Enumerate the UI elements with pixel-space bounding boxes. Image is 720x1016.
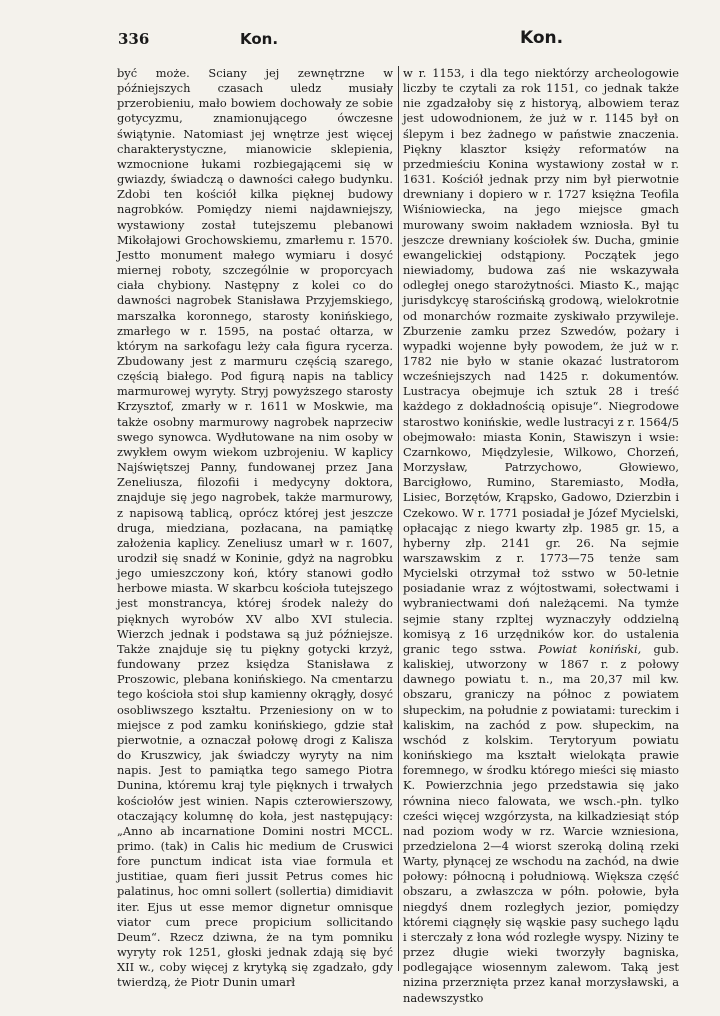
right-column-paragraph [403,66,679,1006]
running-headword-right: Kon. [520,28,564,48]
left-column-text: być może. Sciany jej zewnętrzne w późniejszych czasach uledz musiały przerobieniu, mało bowiem dochowały ze sobie gotycyzmu, znamionującego ówczesne świątynie. Natomiast jej wnętrze jest więcej charakterystyczne, mianowicie sklepienia, wzmocnione łukami rozbiegającemi się w gwiazdy, świadczą o dawności całego budynku. Zdobi ten kościół kilka pięknej budowy nagrobków. Pomiędzy niemi najdawniejszy, wystawiony został tutejszemu plebanowi Mikołajowi Grochowskiemu, zmarłemu r. 1570. Jestto monument małego wymiaru i dosyć miernej roboty, szczególnie w proporcyach ciała chybiony. Następny z kolei co do dawności nagrobek Stanisława Przyjemskiego, marszałka koronnego, starosty konińskiego, zmarłego w r. 1595, na postać ołtarza, w którym na sarkofagu leży cała figura rycerza. Zbudowany jest z marmuru częścią szarego, częścią białego. Pod figurą napis na tablicy marmurowej wyryty. Stryj powyższego starosty Krzysztof, zmarły w r. 1611 w Moskwie, ma także osobny marmurowy nagrobek naprzeciw swego synowca. Wydłutowane na nim osoby w zwykłem owym wiekom uzbrojeniu. W kaplicy Najświętszej Panny, fundowanej przez Jana Zeneliusza, filozofii i medycyny doktora, znajduje się jego nagrobek, także marmurowy, z napisową tablicą, oprócz której jest jeszcze druga, miedziana, pozłacana, na pamiątkę założenia kaplicy. Zeneliusz umarł w r. 1607, urodził się snadź w Koninie, gdyż na nagrobku jego umieszczony koń, który stanowi godło herbowe miasta. W skarbcu kościoła tutejszego jest monstrancya, której środek należy do pięknych wyrobów XV albo XVI stulecia. Wierzch jednak i podstawa są już późniejsze. Także znajduje się tu piękny gotycki krzyż, fundowany przez księdza Stanisława z Proszowic, plebana konińskiego. Na cmentarzu tego kościoła stoi słup kamienny okrągły, dosyć osobliwszego kształtu. Przeniesiony on w to miejsce z pod zamku konińskiego, gdzie stał pierwotnie, a oznaczał połowę drogi z Kalisza do Kruszwicy, jak świadczy wyryty na nim napis. Jest to pamiątka tego samego Piotra Dunina, któremu kraj tyle pięknych i trwałych kościołów jest winien. Napis czterowierszowy, otaczający kolumnę do koła, jest następujący: „Anno ab incarnatione Domini nostri MCCL. primo. (tak) in Calis hic medium de Cruswici fore punctum indicat ista viae formula et justitiae, quam fieri jussit Petrus comes hic palatinus, hoc omni sollert (sollertia) dimidiavit iter. Ejus ut esse memor dignetur omnisque viator cum prece propicium sollicitando Deum“. Rzecz dziwna, że na tym pomniku wyryty rok 1251, głoski jednak zdają się być XII w., coby więcej z krytyką się zgadzało, gdy twierdzą, że Piotr Dunin umarł [117,66,393,990]
running-headword-left: Kon. [240,30,279,48]
column-divider [398,66,399,971]
entry-term-powiat: Powiat koniński, [538,641,642,656]
text-column-left [117,66,393,990]
text-column-right [403,66,679,1005]
right-column-text-start: w r. 1153, i dla tego niektórzy archeologowie liczby te czytali za rok 1151, co jednak także nie zgadzałoby się z historyą, albowiem teraz jest udowodnionem, że już w r. 1145 był on ślepym i bez żadnego w państwie znaczenia. Piękny klasztor księży reformatów na przedmieściu Konina wystawiony został w r. 1631. Kościół jednak przy nim był pierwotnie drewniany i dopiero w r. 1727 księżna Teofila Wiśniowiecka, na jego miejsce gmach murowany swoim nakładem wzniosła. Był tu jeszcze drewniany kościołek św. Ducha, gminie ewangelickiej odstąpiony. Początek jego niewiadomy, budowa zaś nie wskazywała odległej onego starożytności. Miasto K., mając jurisdykcyę starościńską grodową, wielokrotnie od monarchów rozmaite zyskiwało przywileje. Zburzenie zamku przez Szwedów, pożary i wypadki wojenne były powodem, że już w r. 1782 nie było w stanie okazać lustratorom wcześniejszych nad 1425 r. dokumentów. Lustracya obejmuje ich sztuk 28 i treść każdego z dokładnością opisuje“. Niegrodowe starostwo konińskie, wedle lustracyi z r. 1564/5 obejmowało: miasta Konin, Stawiszyn i wsie: Czarnkowo, Międzylesie, Wilkowo, Chorzeń, Morzysław, Patrzychowo, Głowiewo, Barcigłowo, Rumino, Staremiasto, Modła, Lisiec, Borzętów, Krąpsko, Gadowo, Dzierzbin i Czekowo. W r. 1771 posiadał je Józef Mycielski, opłacając z niego kwarty złp. 1985 gr. 15, a hyberny złp. 2141 gr. 26. Na sejmie warszawskim z r. 1773—75 tenże sam Mycielski otrzymał toż sstwo w 50-letnie posiadanie wraz z wójtostwami, sołectwami i wybraniectwami doń należącemi. Na tymże sejmie stany rzpltej wyznaczyły oddzielną komisyą z 16 urzędników kor. do ustalenia granic tego sstwa. [403,66,679,656]
page-header [118,30,678,52]
page-number: 336 [118,30,150,48]
right-column-text-end: gub. kaliskiej, utworzony w 1867 r. z połowy dawnego powiatu t. n., ma 20,37 mil kw. obszaru, graniczy na północ z powiatem słupeckim, na południe z powiatami: tureckim i kaliskim, na zachód z pow. słupeckim, na wschód z kolskim. Terytoryum powiatu konińskiego ma kształt wielokąta prawie foremnego, w środku którego mieści się miasto K. Powierzchnia jego przedstawia się jako równina nieco falowata, we wsch.-płn. tylko cześci więcej wzgórzysta, na kilkadziesiąt stóp nad poziom wody w rz. Warcie wzniesiona, przedzielona 2—4 wiorst szeroką doliną rzeki Warty, płynącej ze wschodu na zachód, na dwie połowy: północną i południową. Większa część obszaru, a zwłaszcza w półn. połowie, była niegdyś dnem rozległych jezior, pomiędzy któremi ciągnęły się wąskie pasy suchego lądu i sterczały z łona wód rozległe wyspy. Niziny te przez długie wieki tworzyły bagniska, podlegające wiosennym zalewom. Taką jest nizina przerznięta przez kanał morzysławski, a nadewszystko [403,641,679,1005]
